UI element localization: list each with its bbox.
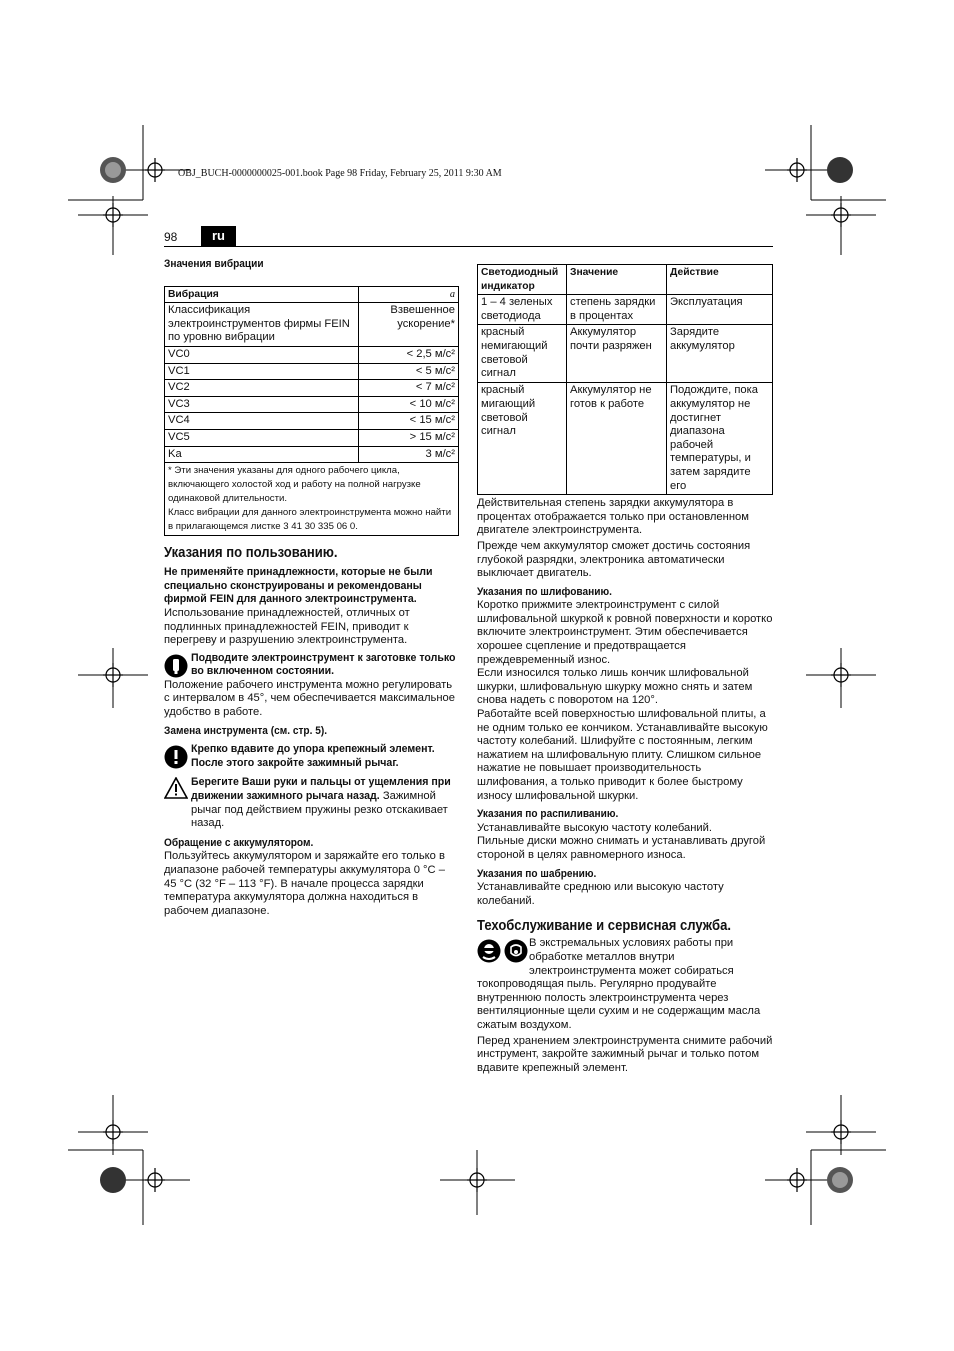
usage-warning-bold: Не применяйте принадлежности, которые не были специально сконструированы и рекомендованы фирмой FEIN для данного электроинструмента.	[164, 566, 433, 606]
right-column	[477, 264, 773, 1075]
vib-row-key: VC2	[165, 380, 359, 397]
file-header-line: OBJ_BUCH-0000000025-001.book Page 98 Friday, February 25, 2011 9:30 AM	[178, 168, 502, 179]
vib-row-key: VC0	[165, 346, 359, 363]
vib-row-key: VC5	[165, 429, 359, 446]
vib-class-label: Классификация электроинструментов фирмы FEIN по уровню вибрации	[165, 303, 359, 347]
sawing-text-1: Устанавливайте высокую частоту колебаний.	[477, 821, 713, 834]
service-text-1: В экстремальных условиях работы при обработке металлов внутри электроинструмента может собираться токопроводящая пыль. Регулярно продувайте внутреннюю полость электроинструмента через вентиляционные щели сухим и не содержащим масла сжатым воздухом.	[477, 937, 761, 1031]
language-tag: ru	[201, 226, 236, 246]
led-cell: Подождите, пока аккумулятор не достигнет диапазона рабочей температуры, и затем зарядите его	[667, 383, 773, 495]
page-number: 98	[164, 230, 178, 244]
vib-class-value: Взвешенное ускорение*	[359, 303, 459, 347]
mandatory-info-icon	[164, 745, 188, 769]
battery-heading: Обращение с аккумулятором.	[164, 836, 314, 849]
grinding-text-2: Если износился только лишь кончик шлифовальной шкурки, шлифовальную шкурку можно снять и затем снова надеть с поворотом на 120°.	[477, 667, 753, 707]
scraping-heading: Указания по шабрению.	[477, 867, 597, 880]
led-indicator-table	[477, 264, 773, 495]
vib-row-value: < 7 м/с²	[359, 380, 459, 397]
switch-on-instruction: Подводите электроинструмент к заготовке только во включенном состоянии.	[191, 651, 456, 678]
led-cell: красный немигающий световой сигнал	[478, 325, 567, 383]
vib-col-header-2: a	[359, 286, 459, 303]
grinding-text-1: Коротко прижмите электроинструмент с силой шлифовальной шкуркой к ровной поверхности и коротко включите электроинструмент. Этим обеспечивается хорошее сцепление и предотвращается преждевременный износ.	[477, 599, 773, 666]
battery-text: Пользуйтесь аккумулятором и заряжайте его только в диапазоне рабочей температуры аккумулятора 0 °C – 45 °C (32 °F – 113 °F). В начале процесса зарядки температура аккумулятора должна находиться в рабочем диапазоне.	[164, 850, 445, 917]
vib-row-key: Ka	[165, 446, 359, 463]
vib-row-value: < 15 м/с²	[359, 413, 459, 430]
vib-row-key: VC1	[165, 363, 359, 380]
vibration-heading: Значения вибрации	[164, 258, 264, 270]
usage-heading: Указания по пользованию.	[164, 545, 338, 562]
vib-footnote-1: * Эти значения указаны для одного рабочего цикла, включающего холостой ход и работу на полной нагрузке одинаковой длительности.	[168, 465, 421, 505]
led-cell: степень зарядки в процентах	[567, 295, 667, 325]
eye-protection-icon	[477, 939, 501, 963]
led-cell: Аккумулятор почти разряжен	[567, 325, 667, 383]
usage-warning-text: Использование принадлежностей, отличных от подлинных принадлежностей FEIN, приводит к перегреву и разрушению электроинструмента.	[164, 606, 410, 647]
led-cell: 1 – 4 зеленых светодиода	[478, 295, 567, 325]
charge-display-text: Действительная степень зарядки аккумулятора в процентах отображается только при остановленном двигателе электроинструмента.	[477, 497, 749, 537]
caution-bold: Берегите Ваши руки и пальцы от ущемления при движении зажимного рычага назад.	[191, 776, 451, 803]
vib-row-key: VC3	[165, 396, 359, 413]
led-cell: Аккумулятор не готов к работе	[567, 383, 667, 495]
led-col-indicator: Светодиодный индикатор	[478, 265, 567, 295]
vib-row-value: < 10 м/с²	[359, 396, 459, 413]
led-cell: Зарядите аккумулятор	[667, 325, 773, 383]
left-column	[164, 258, 460, 918]
led-col-action: Действие	[667, 265, 773, 295]
led-cell: красный мигающий световой сигнал	[478, 383, 567, 495]
grinding-heading: Указания по шлифованию.	[477, 585, 612, 598]
vib-col-header-1: Вибрация	[165, 286, 359, 303]
sawing-heading: Указания по распиливанию.	[477, 808, 619, 821]
vib-row-value: 3 м/с²	[359, 446, 459, 463]
caution-text: Зажимной рычаг под действием пружины резко отскакивает назад.	[191, 790, 448, 830]
press-fastener-instruction: Крепко вдавите до упора крепежный элемент. После этого закройте зажимный рычаг.	[191, 743, 435, 769]
mandatory-action-icon	[164, 654, 188, 678]
grinding-text-3: Работайте всей поверхностью шлифовальной плиты, а не одним только ее кончиком. Устанавливайте высокую частоту колебаний. Шлифуйте с постоянным, легким нажатием на шлифовальную плиту. Слишком сильное нажатие не повышает производительность шлифования, а только приводит к более быстрому износу шлифовальной шкурки.	[477, 708, 768, 802]
service-heading: Техобслуживание и сервисная служба.	[477, 918, 731, 935]
vibration-table	[164, 286, 459, 537]
service-text-2: Перед хранением электроинструмента снимите рабочий инструмент, закройте зажимный рычаг и только потом вдавите крепежный элемент.	[477, 1034, 773, 1074]
led-col-meaning: Значение	[567, 265, 667, 295]
position-text: Положение рабочего инструмента можно регулировать с интервалом в 45°, чем обеспечивается максимальное удобство в работе.	[164, 678, 455, 719]
scraping-text: Устанавливайте среднюю или высокую частоту колебаний.	[477, 881, 724, 907]
respirator-icon	[504, 939, 528, 963]
vib-row-value: < 5 м/с²	[359, 363, 459, 380]
led-cell: Эксплуатация	[667, 295, 773, 325]
vib-footnote-2: Класс вибрации для данного электроинструмента можно найти в прилагающемся листке 3 41 30 335 06 0.	[168, 507, 452, 533]
warning-triangle-icon	[164, 777, 188, 799]
vib-row-value: > 15 м/с²	[359, 429, 459, 446]
tool-change-heading: Замена инструмента (см. стр. 5).	[164, 724, 328, 737]
sawing-text-2: Пильные диски можно снимать и устанавливать другой стороной в целях равномерного износа.	[477, 835, 766, 861]
vib-row-value: < 2,5 м/с²	[359, 346, 459, 363]
header-rule	[164, 246, 773, 247]
deep-discharge-text: Прежде чем аккумулятор сможет достичь состояния глубокой разрядки, электроника автоматически выключает двигатель.	[477, 539, 751, 580]
vib-row-key: VC4	[165, 413, 359, 430]
